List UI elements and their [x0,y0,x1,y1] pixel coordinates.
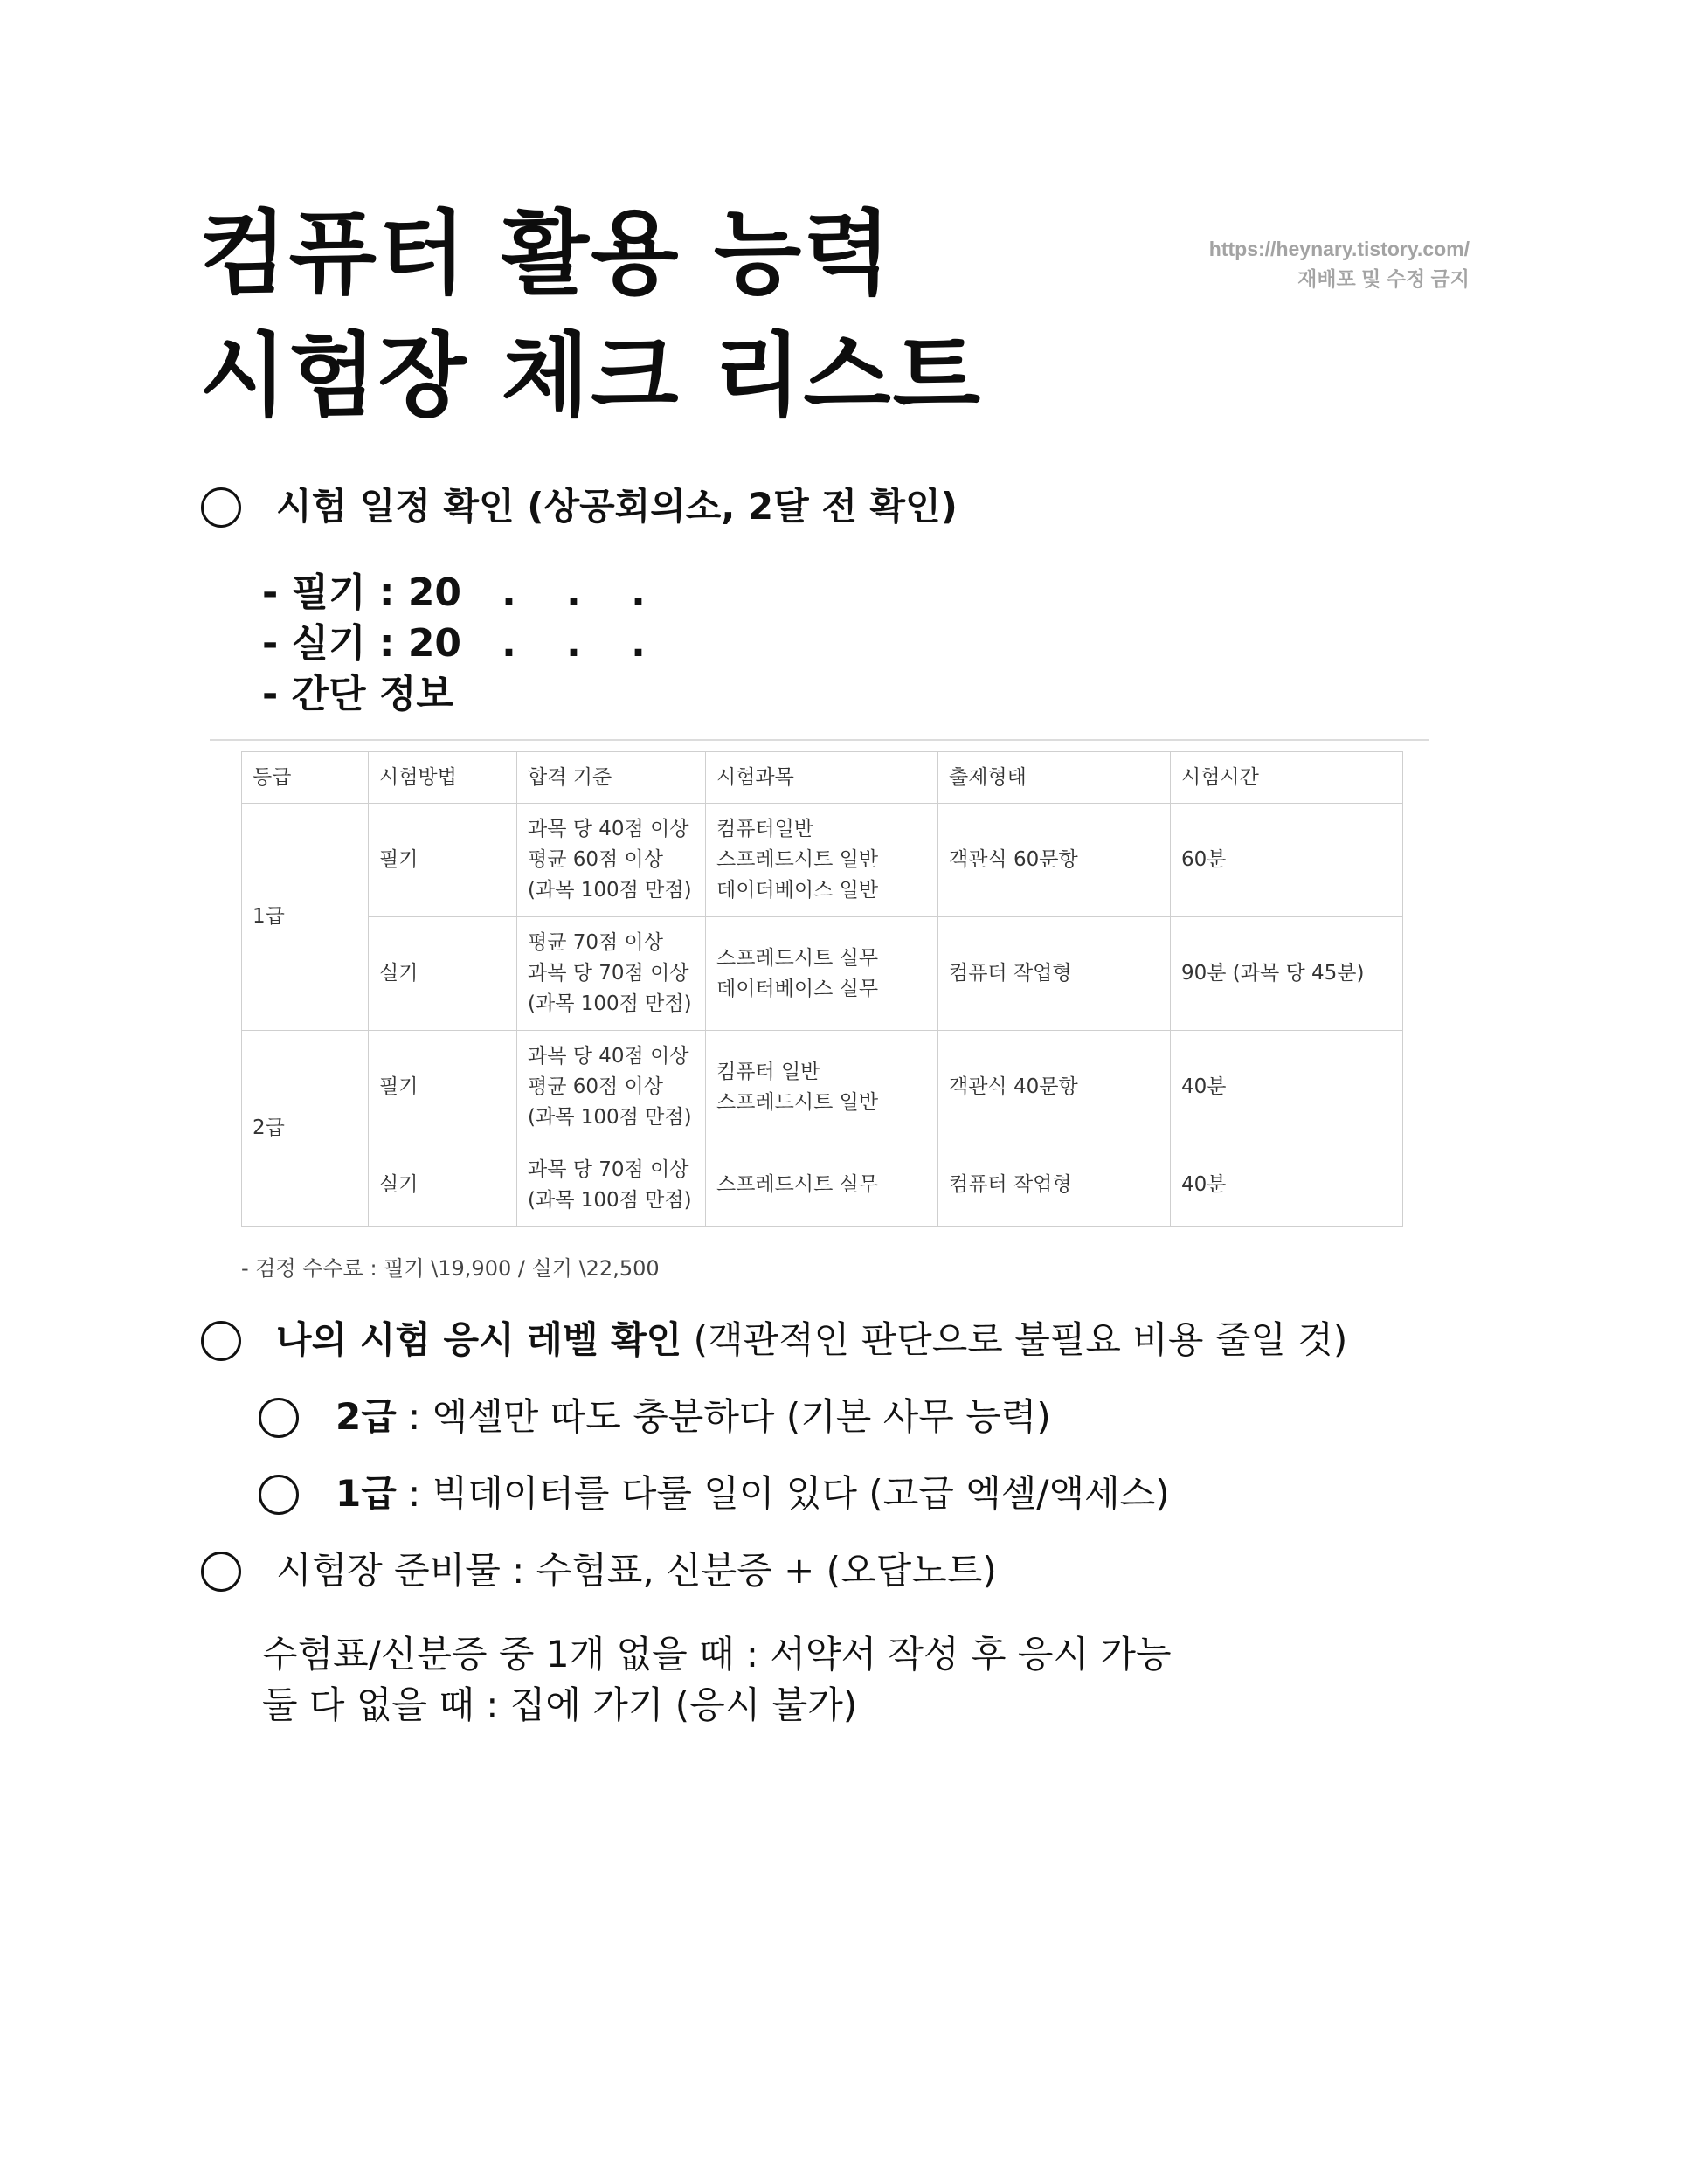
subjects-cell: 컴퓨터 일반 스프레드시트 일반 [706,1031,938,1144]
format-cell: 컴퓨터 작업형 [938,917,1171,1031]
header-time: 시험시간 [1171,752,1403,804]
header-grade: 등급 [242,752,369,804]
time-cell: 60분 [1171,804,1403,917]
written-date-row [262,568,695,619]
practical-date-row [262,619,695,669]
level-label: 나의 시험 응시 레벨 확인 (객관적인 판단으로 불필요 비용 줄일 것) [276,1318,1348,1361]
schedule-details [262,568,695,720]
header-format: 출제형태 [938,752,1171,804]
header-criteria: 합격 기준 [517,752,706,804]
supplies-label: 시험장 준비물 : 수험표, 신분증 + (오답노트) [276,1549,997,1592]
time-cell: 90분 (과목 당 45분) [1171,917,1403,1031]
supplies-note-2: 둘 다 없을 때 : 집에 가기 (응시 불가) [262,1683,858,1726]
method-cell: 실기 [369,917,517,1031]
criteria-cell: 과목 당 70점 이상 (과목 100점 만점) [517,1144,706,1227]
time-cell: 40분 [1171,1031,1403,1144]
table-row [242,804,1403,917]
header-method: 시험방법 [369,752,517,804]
criteria-cell: 평균 70점 이상 과목 당 70점 이상 (과목 100점 만점) [517,917,706,1031]
written-date-blanks: . . . [502,570,646,615]
supplies-checkbox[interactable] [201,1552,241,1592]
format-cell: 컴퓨터 작업형 [938,1144,1171,1227]
subjects-cell: 스프레드시트 실무 데이터베이스 실무 [706,917,938,1031]
watermark-notice: 재배포 및 수정 금지 [1297,267,1470,290]
grade1-checkbox[interactable] [259,1475,299,1515]
table-row [242,1144,1403,1227]
exam-fee-note: - 검정 수수료 : 필기 \19,900 / 실기 \22,500 [241,1256,660,1281]
header-subjects: 시험과목 [706,752,938,804]
grade1-option-label: 1급 : 빅데이터를 다룰 일이 있다 (고급 엑셀/액세스) [336,1472,1170,1515]
practical-date-label: - 실기 : 20 [262,621,462,666]
grade-cell: 1급 [242,804,369,1031]
subjects-cell: 스프레드시트 실무 [706,1144,938,1227]
level-checkbox[interactable] [201,1321,241,1361]
page-title-line-2: 시험장 체크 리스트 [199,322,983,429]
grade2-checkbox[interactable] [259,1398,299,1438]
method-cell: 필기 [369,804,517,917]
supplies-note-1: 수험표/신분증 중 1개 없을 때 : 서약서 작성 후 응시 가능 [262,1633,1172,1676]
criteria-cell: 과목 당 40점 이상 평균 60점 이상 (과목 100점 만점) [517,804,706,917]
subjects-cell: 컴퓨터일반 스프레드시트 일반 데이터베이스 일반 [706,804,938,917]
written-date-label: - 필기 : 20 [262,570,462,615]
page-title-line-1: 컴퓨터 활용 능력 [199,200,893,307]
method-cell: 실기 [369,1144,517,1227]
schedule-checkbox[interactable] [201,487,241,528]
schedule-label: 시험 일정 확인 (상공회의소, 2달 전 확인) [276,485,958,528]
table-row [242,917,1403,1031]
time-cell: 40분 [1171,1144,1403,1227]
watermark-url: https://heynary.tistory.com/ [1208,238,1470,260]
criteria-cell: 과목 당 40점 이상 평균 60점 이상 (과목 100점 만점) [517,1031,706,1144]
table-header-row [242,752,1403,804]
exam-info-table [241,751,1403,1227]
brief-info-label: - 간단 정보 [262,672,453,716]
practical-date-blanks: . . . [502,621,646,666]
format-cell: 객관식 60문항 [938,804,1171,917]
table-row [242,1031,1403,1144]
divider [210,739,1429,741]
format-cell: 객관식 40문항 [938,1031,1171,1144]
grade-cell: 2급 [242,1031,369,1227]
method-cell: 필기 [369,1031,517,1144]
watermark [1209,234,1470,294]
grade2-option-label: 2급 : 엑셀만 따도 충분하다 (기본 사무 능력) [336,1395,1051,1438]
